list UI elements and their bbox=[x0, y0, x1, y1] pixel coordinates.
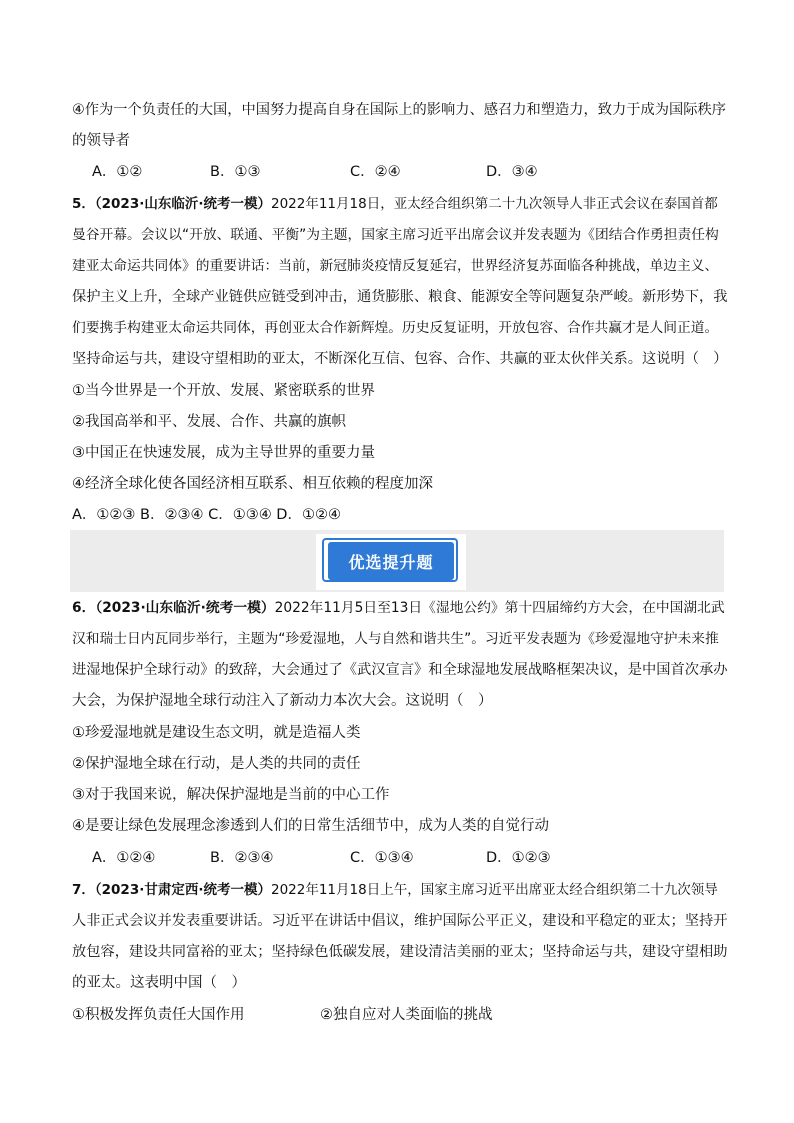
q6-stem-text: 2022年11月5日至13日《湿地公约》第十四届缔约方大会，在中国湖北武 bbox=[274, 600, 725, 616]
q5-options: A．①②③ B．②③④ C．①③④ D．①②④ bbox=[72, 507, 341, 523]
q4-item-4: ④作为一个负责任的大国，中国努力提高自身在国际上的影响力、感召力和塑造力，致力于成为国际秩序 bbox=[72, 102, 727, 118]
q5-item-3: ③中国正在快速发展，成为主导世界的重要力量 bbox=[72, 445, 375, 461]
q7-stem-line-1 bbox=[72, 880, 718, 900]
banner-label: 优选提升题 bbox=[348, 553, 434, 572]
q6-stem-line-2: 汉和瑞士日内瓦同步举行，主题为“珍爱湿地，人与自然和谐共生”。习近平发表题为《珍爱湿地守护未来推 bbox=[72, 631, 719, 647]
q5-item-1: ①当今世界是一个开放、发展、紧密联系的世界 bbox=[72, 383, 375, 399]
q6-option-a: A．①②④ bbox=[92, 850, 156, 866]
q5-stem-line-1 bbox=[72, 194, 718, 214]
q7-stem-line-4: 的亚太。这表明中国（ ） bbox=[72, 975, 246, 991]
q5-item-2: ②我国高举和平、发展、合作、共赢的旗帜 bbox=[72, 414, 346, 430]
q6-item-3: ③对于我国来说，解决保护湿地是当前的中心工作 bbox=[72, 787, 390, 803]
banner-label-box bbox=[328, 542, 454, 580]
q6-stem-line-4: 大会，为保护湿地全球行动注入了新动力本次大会。这说明（ ） bbox=[72, 693, 493, 709]
q7-source: 7．（2023·甘肃定西·统考一模） bbox=[72, 882, 271, 898]
q6-item-2: ②保护湿地全球在行动，是人类的共同的责任 bbox=[72, 756, 361, 772]
q6-item-1: ①珍爱湿地就是建设生态文明，就是造福人类 bbox=[72, 725, 361, 741]
q7-stem-text: 2022年11月18日上午，国家主席习近平出席亚太经合组织第二十九次领导 bbox=[270, 882, 718, 898]
q7-stem-line-2: 人非正式会议并发表重要讲话。习近平在讲话中倡议，维护国际公平正义，建设和平稳定的亚太；坚持开 bbox=[72, 913, 728, 929]
q5-stem-line-6: 坚持命运与共，建设守望相助的亚太，不断深化互信、包容、合作、共赢的亚太伙伴关系。这说明（ ） bbox=[72, 351, 728, 367]
q7-stem-line-3: 放包容，建设共同富裕的亚太；坚持绿色低碳发展，建设清洁美丽的亚太；坚持命运与共，建设守望相助 bbox=[72, 944, 728, 960]
q5-stem-text: 2022年11月18日，亚太经合组织第二十九次领导人非正式会议在泰国首都 bbox=[270, 196, 718, 212]
q6-source: 6．（2023·山东临沂·统考一模） bbox=[72, 600, 275, 616]
q6-stem-line-3: 进湿地保护全球行动》的致辞，大会通过了《武汉宣言》和全球湿地发展战略框架决议，是中国首次承办 bbox=[72, 662, 728, 678]
q7-item-2: ②独自应对人类面临的挑战 bbox=[320, 1007, 493, 1023]
section-banner bbox=[316, 534, 466, 590]
q5-stem-line-2: 曼谷开幕。会议以“开放、联通、平衡”为主题，国家主席习近平出席会议并发表题为《团结合作勇担责任构 bbox=[72, 227, 719, 243]
q6-option-c: C．①③④ bbox=[350, 850, 414, 866]
q5-item-4: ④经济全球化使各国经济相互联系、相互依赖的程度加深 bbox=[72, 476, 433, 492]
q7-item-1: ①积极发挥负责任大国作用 bbox=[72, 1007, 245, 1023]
q6-stem-line-1 bbox=[72, 598, 725, 618]
q5-stem-line-4: 保护主义上升，全球产业链供应链受到冲击，通货膨胀、粮食、能源安全等问题复杂严峻。新形势下，我 bbox=[72, 289, 728, 305]
q4-option-a: A．①② bbox=[92, 164, 143, 180]
q4-option-d: D．③④ bbox=[486, 164, 538, 180]
q4-item-4-cont: 的领导者 bbox=[72, 133, 130, 149]
q5-source: 5．（2023·山东临沂·统考一模） bbox=[72, 196, 271, 212]
q4-option-c: C．②④ bbox=[350, 164, 401, 180]
q5-stem-line-3: 建亚太命运共同体》的重要讲话：当前，新冠肺炎疫情反复延宕，世界经济复苏面临各种挑战，单边主义、 bbox=[72, 258, 719, 274]
q6-item-4: ④是要让绿色发展理念渗透到人们的日常生活细节中，成为人类的自觉行动 bbox=[72, 818, 549, 834]
q6-option-b: B．②③④ bbox=[210, 850, 274, 866]
q5-stem-line-5: 们要携手构建亚太命运共同体，再创亚太合作新辉煌。历史反复证明，开放包容、合作共赢才是人间正道。 bbox=[72, 320, 719, 336]
q4-option-b: B．①③ bbox=[210, 164, 261, 180]
q6-option-d: D．①②③ bbox=[486, 850, 551, 866]
